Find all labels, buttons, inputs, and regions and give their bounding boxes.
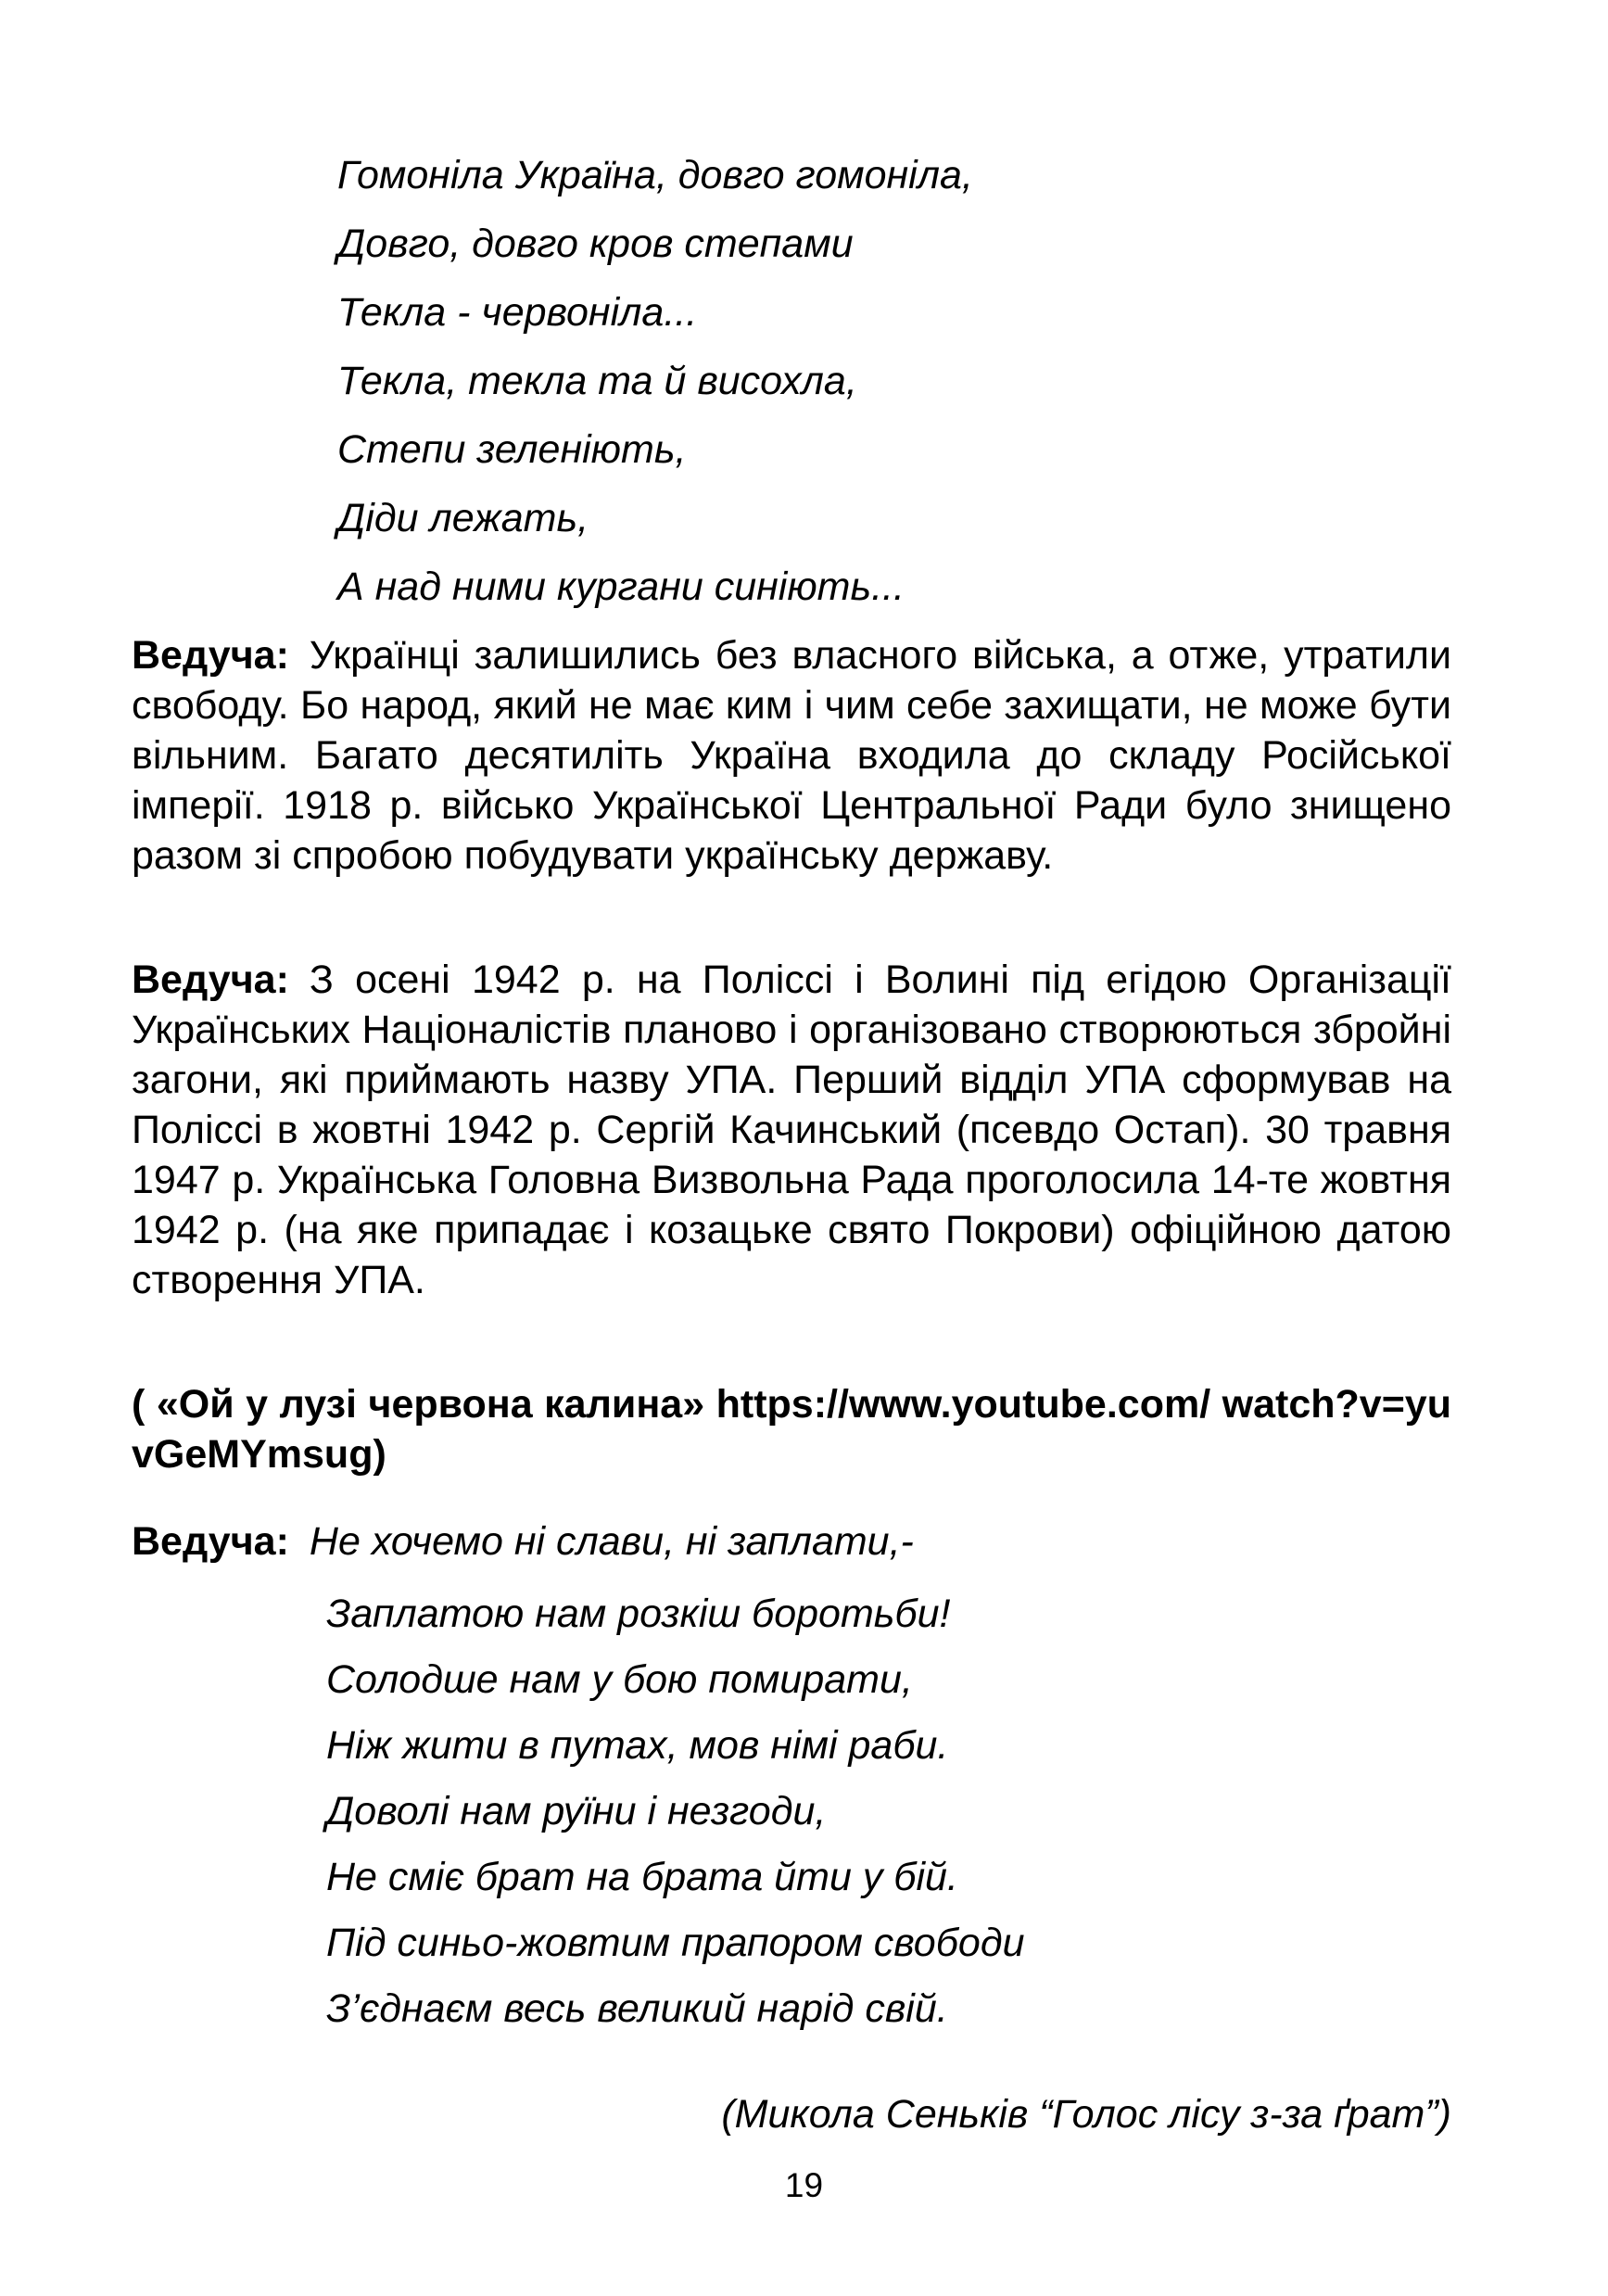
speaker-label: Ведуча: [132, 1519, 289, 1564]
speaker-label: Ведуча: [132, 958, 289, 1002]
poem-line: Ніж жити в путах, мов німі раби. [326, 1723, 949, 1768]
poem-line: З’єднаєм весь великий нарід свій. [326, 1986, 948, 2031]
poem-line: Доволі нам руїни і незгоди, [326, 1789, 827, 1833]
poem-line: Текла - червоніла... [337, 290, 698, 335]
poem-line: Довго, довго кров степами [337, 222, 854, 266]
poem-line: Гомоніла Україна, довго гомоніла, [337, 153, 973, 197]
narrator-paragraph-one [132, 630, 1451, 881]
poem-two-opening [132, 1516, 914, 1567]
poem-line: А над ними кургани синіють... [337, 564, 905, 609]
paragraph-text: Українці залишились без власного війська, а отже, утратили свободу. Бо народ, який не має ким і чим себе захищати, не може бути вільним. Багато десятиліть Україна входила до складу Російської імперії. 1918 р. військо Української Центральної Ради було знищено разом зі спробою побудувати українську державу. [132, 633, 1451, 878]
poem-line: Заплатою нам розкіш боротьби! [326, 1592, 951, 1636]
narrator-paragraph-two [132, 955, 1451, 1305]
paragraph-text: З осені 1942 р. на Поліссі і Волині під егідою Організації Українських Націоналістів планово і організовано створюються збройні загони, які приймають назву УПА. Перший відділ УПА сформував на Поліссі в жовтні 1942 р. Сергій Качинський (псевдо Остап). 30 травня 1947 р. Українська Головна Визвольна Рада проголосила 14-те жовтня 1942 р. (на яке припадає і козацьке свято Покрови) офіційною датою створення УПА. [132, 958, 1451, 1302]
poem-stanza-one [337, 141, 973, 621]
poem-attribution: (Микола Сеньків “Голос лісу з-за ґрат”) [721, 2092, 1451, 2137]
poem-line: Під синьо-жовтим прапором свободи [326, 1921, 1025, 1965]
poem-line: Не сміє брат на брата йти у бій. [326, 1855, 958, 1899]
poem-line: Діди лежать, [337, 496, 589, 540]
page-number: 19 [784, 2166, 824, 2204]
speaker-label: Ведуча: [132, 633, 289, 678]
poem-line: Текла, текла та й висохла, [337, 359, 857, 403]
poem-stanza-two [326, 1581, 1025, 2042]
poem-line: Степи зеленіють, [337, 427, 687, 472]
song-reference: ( «Ой у лузі червона калина» https://www.youtube.com/ watch?v=yuvGeMYmsug) [132, 1382, 1451, 1477]
poem-line: Солодше нам у бою помирати, [326, 1657, 913, 1702]
poem-line: Не хочемо ні слави, ні заплати,- [309, 1519, 914, 1564]
